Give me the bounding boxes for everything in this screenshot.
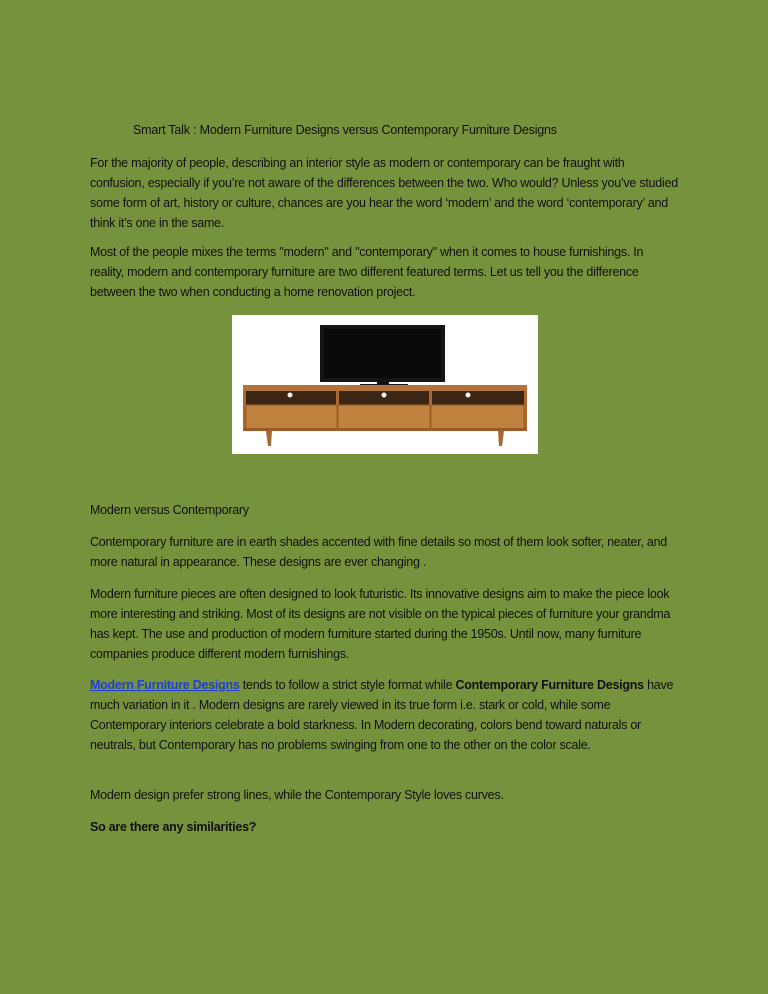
cabinet-top <box>243 385 527 391</box>
tv-stand-illustration <box>232 315 538 454</box>
lines-curves-paragraph: Modern design prefer strong lines, while the Contemporary Style loves curves. <box>90 788 504 802</box>
drawer-middle <box>338 405 430 429</box>
contemporary-paragraph: Contemporary furniture are in earth shades accented with fine details so most of them look softer, neater, and more natural in appearance. These designs are ever changing . <box>90 535 667 569</box>
tv-stand-image <box>232 315 538 454</box>
drawer-left <box>246 405 337 429</box>
modern-furniture-designs-link[interactable]: Modern Furniture Designs <box>90 678 240 692</box>
document-title: Smart Talk : Modern Furniture Designs versus Contemporary Furniture Designs <box>133 123 557 137</box>
comparison-text-a: tends to follow a strict style format while <box>239 678 456 692</box>
section-heading-modern-vs-contemporary: Modern versus Contemporary <box>90 503 249 517</box>
similarities-heading: So are there any similarities? <box>90 820 257 834</box>
contemporary-bold-text: Contemporary Furniture Designs <box>455 678 644 692</box>
comparison-text-b: have much variation in it . Modern designs are rarely viewed in its true form i.e. stark or cold, while some Contemporary interiors celebrate a bold starkness. In Modern decorating, colors bend toward naturals or neutrals, but Contemporary has no problems swinging from one to the other on the color scale. <box>90 678 674 752</box>
modern-paragraph: Modern furniture pieces are often designed to look futuristic. Its innovative designs aim to make the piece look more interesting and striking. Most of its designs are not visible on the typical pieces of furniture your grandma has kept. The use and production of modern furniture started during the 1950s. Until now, many furniture companies produce different modern furnishings. <box>90 587 671 661</box>
second-paragraph: Most of the people mixes the terms "modern" and "contemporary" when it comes to house furnishings. In reality, modern and contemporary furniture are two different featured terms. Let us tell you the difference between the two when conducting a home renovation project. <box>90 245 644 299</box>
intro-paragraph: For the majority of people, describing an interior style as modern or contemporary can be fraught with confusion, especially if you’re not aware of the differences between the two. Who would? Unless you’ve studied some form of art, history or culture, chances are you hear the word ‘modern’ and the word ‘contemporary’ and think it’s one in the same. <box>90 156 678 230</box>
drawer-right <box>431 405 524 429</box>
comparison-paragraph <box>90 675 680 755</box>
